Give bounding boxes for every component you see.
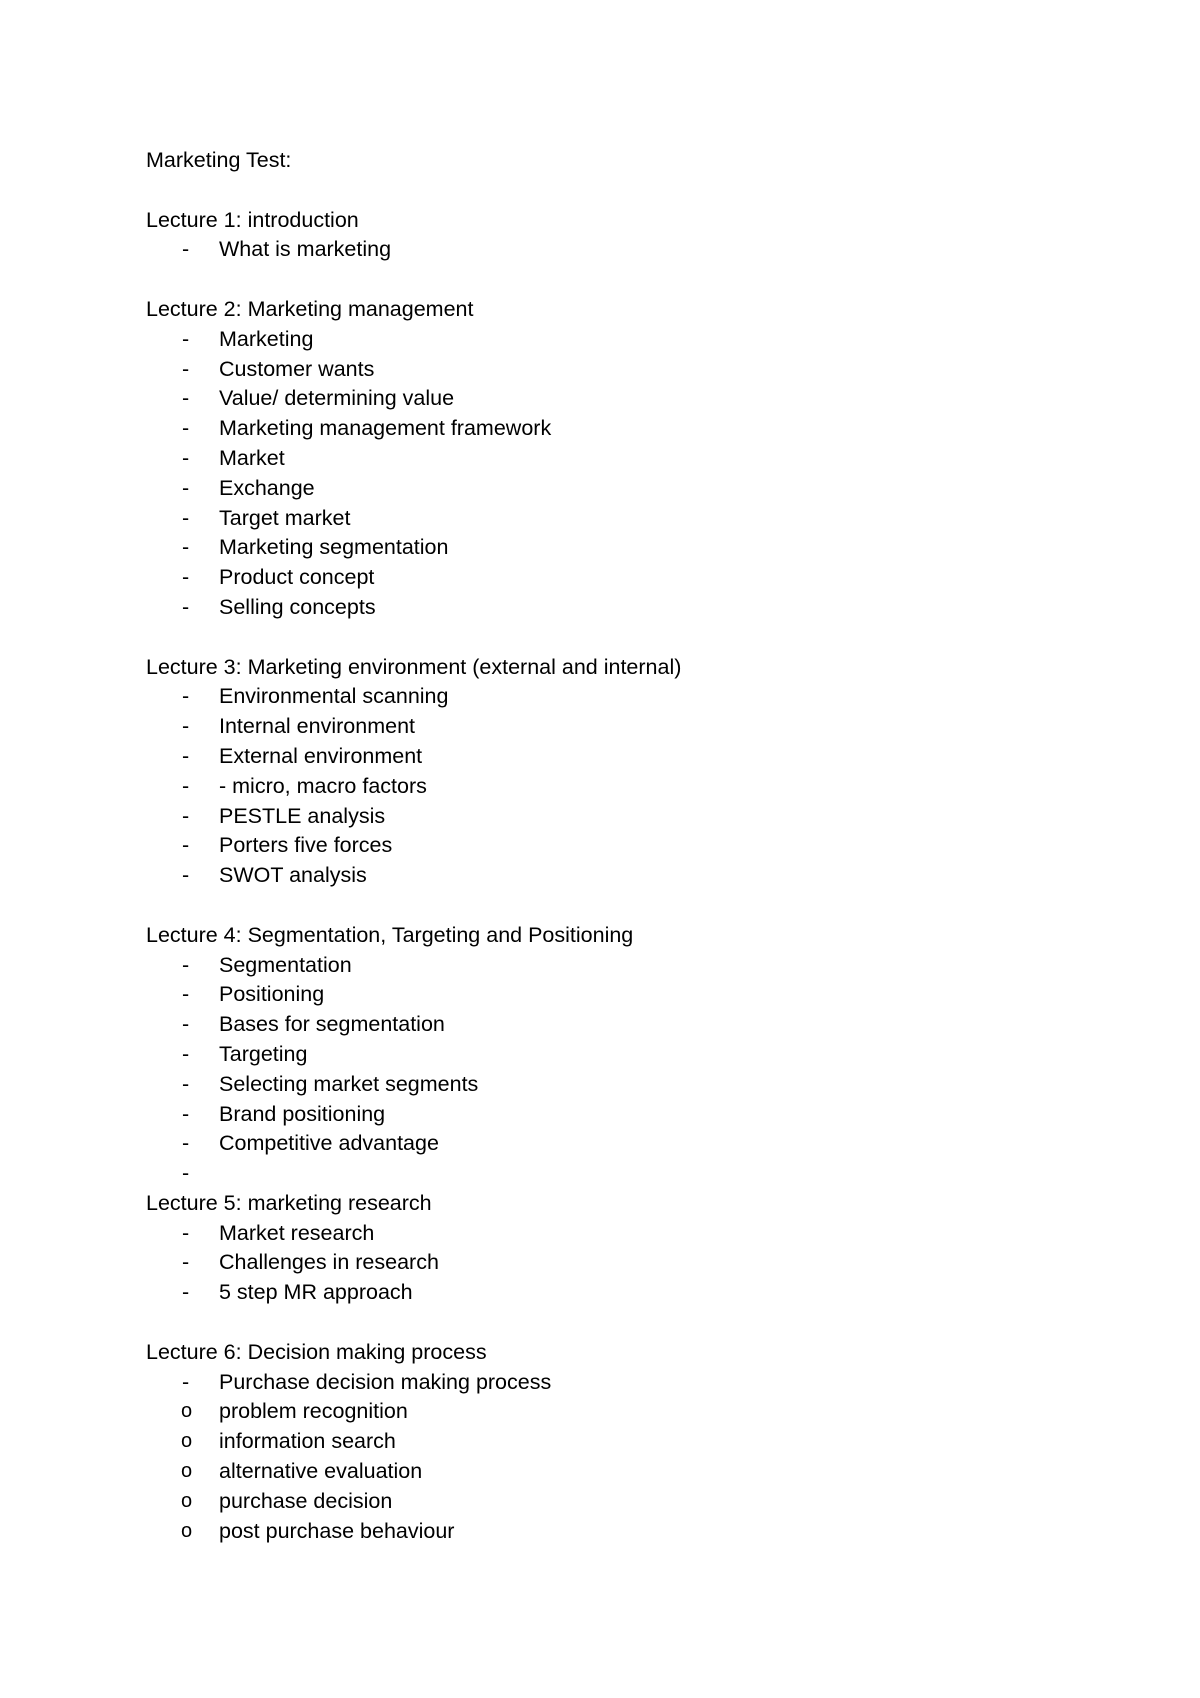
list-item-text: Value/ determining value <box>219 386 455 411</box>
dash-bullet: - <box>182 1280 190 1305</box>
list-item <box>146 772 1126 802</box>
list-item <box>146 1070 1126 1100</box>
list-item <box>146 831 1126 861</box>
list-item <box>146 802 1126 832</box>
dash-bullet: - <box>182 1369 190 1394</box>
list-item-text: Positioning <box>219 982 325 1007</box>
circle-bullet: o <box>181 1460 193 1483</box>
list-item <box>146 1427 1126 1457</box>
list-item-text: Environmental scanning <box>219 684 449 709</box>
spacer <box>146 1308 1126 1338</box>
circle-bullet: o <box>181 1430 193 1453</box>
list-item-text: Purchase decision making process <box>219 1369 552 1394</box>
list-item <box>146 1368 1126 1398</box>
list-item <box>146 1517 1126 1547</box>
list-item <box>146 980 1126 1010</box>
dash-bullet: - <box>182 475 190 500</box>
list-item-text: Market research <box>219 1220 375 1245</box>
dash-bullet: - <box>182 1161 190 1186</box>
list-item <box>146 742 1126 772</box>
list-item <box>146 563 1126 593</box>
list-item <box>146 1457 1126 1487</box>
dash-bullet: - <box>182 1220 190 1245</box>
list-item-text: Exchange <box>219 475 315 500</box>
list-item-text: Marketing management framework <box>219 416 552 441</box>
spacer <box>146 265 1126 295</box>
list-item-text: Market <box>219 445 285 470</box>
list-item-text: Target market <box>219 505 351 530</box>
dash-bullet: - <box>182 356 190 381</box>
dash-bullet: - <box>182 445 190 470</box>
circle-bullet: o <box>181 1489 193 1512</box>
list-item <box>146 474 1126 504</box>
list-item <box>146 1248 1126 1278</box>
list-item <box>146 1100 1126 1130</box>
dash-bullet: - <box>182 237 190 262</box>
spacer <box>146 176 1126 206</box>
lecture-heading: Lecture 4: Segmentation, Targeting and Positioning <box>146 922 634 947</box>
circle-bullet: o <box>181 1519 193 1542</box>
dash-bullet: - <box>182 565 190 590</box>
list-item-text: 5 step MR approach <box>219 1280 413 1305</box>
list-item <box>146 1159 1126 1189</box>
lecture-heading: Lecture 5: marketing research <box>146 1190 432 1215</box>
dash-bullet: - <box>182 684 190 709</box>
lecture-heading: Lecture 3: Marketing environment (external and internal) <box>146 654 682 679</box>
dash-bullet: - <box>182 326 190 351</box>
list-item-text: problem recognition <box>219 1399 408 1424</box>
list-item <box>146 1397 1126 1427</box>
list-item-text: Challenges in research <box>219 1250 439 1275</box>
list-item <box>146 682 1126 712</box>
list-item-text: Internal environment <box>219 714 415 739</box>
lecture-list <box>146 206 1126 1547</box>
list-item-text: Marketing <box>219 326 314 351</box>
list-item <box>146 1129 1126 1159</box>
list-item-text: Selling concepts <box>219 594 376 619</box>
list-item <box>146 1010 1126 1040</box>
list-item <box>146 235 1126 265</box>
dash-bullet: - <box>182 505 190 530</box>
list-item-text: Customer wants <box>219 356 375 381</box>
list-item <box>146 861 1126 891</box>
list-item-text: Marketing segmentation <box>219 535 449 560</box>
list-item <box>146 1040 1126 1070</box>
list-item-text: What is marketing <box>219 237 392 262</box>
dash-bullet: - <box>182 1071 190 1096</box>
list-item-text: Brand positioning <box>219 1101 386 1126</box>
dash-bullet: - <box>182 386 190 411</box>
list-item <box>146 1219 1126 1249</box>
circle-bullet: o <box>181 1400 193 1423</box>
list-item-text: Porters five forces <box>219 833 393 858</box>
lecture-heading: Lecture 1: introduction <box>146 207 359 232</box>
list-item-text: Bases for segmentation <box>219 1012 445 1037</box>
list-item-text: Competitive advantage <box>219 1131 439 1156</box>
dash-bullet: - <box>182 743 190 768</box>
dash-bullet: - <box>182 773 190 798</box>
list-item-text: - micro, macro factors <box>219 773 427 798</box>
list-item-text: Selecting market segments <box>219 1071 479 1096</box>
list-item-text: post purchase behaviour <box>219 1518 455 1543</box>
spacer <box>146 891 1126 921</box>
list-item <box>146 325 1126 355</box>
list-item-text: Targeting <box>219 1041 308 1066</box>
list-item-text: Product concept <box>219 565 375 590</box>
dash-bullet: - <box>182 1131 190 1156</box>
list-item-text: Segmentation <box>219 952 352 977</box>
dash-bullet: - <box>182 714 190 739</box>
dash-bullet: - <box>182 982 190 1007</box>
dash-bullet: - <box>182 1041 190 1066</box>
spacer <box>146 623 1126 653</box>
list-item <box>146 1278 1126 1308</box>
list-item <box>146 355 1126 385</box>
list-item <box>146 384 1126 414</box>
dash-bullet: - <box>182 833 190 858</box>
document-page <box>146 146 1126 1546</box>
list-item <box>146 414 1126 444</box>
list-item <box>146 504 1126 534</box>
document-title: Marketing Test: <box>146 148 292 172</box>
list-item <box>146 712 1126 742</box>
dash-bullet: - <box>182 535 190 560</box>
list-item-text: External environment <box>219 743 423 768</box>
dash-bullet: - <box>182 1012 190 1037</box>
list-item-text: purchase decision <box>219 1488 393 1513</box>
dash-bullet: - <box>182 952 190 977</box>
dash-bullet: - <box>182 1101 190 1126</box>
list-item-text: SWOT analysis <box>219 863 367 888</box>
list-item <box>146 1487 1126 1517</box>
dash-bullet: - <box>182 1250 190 1275</box>
list-item-text: PESTLE analysis <box>219 803 386 828</box>
list-item-text: alternative evaluation <box>219 1459 423 1484</box>
lecture-heading: Lecture 6: Decision making process <box>146 1339 487 1364</box>
dash-bullet: - <box>182 863 190 888</box>
list-item <box>146 951 1126 981</box>
dash-bullet: - <box>182 594 190 619</box>
dash-bullet: - <box>182 803 190 828</box>
list-item <box>146 444 1126 474</box>
list-item-text: information search <box>219 1429 396 1454</box>
dash-bullet: - <box>182 416 190 441</box>
lecture-heading: Lecture 2: Marketing management <box>146 296 474 321</box>
list-item <box>146 533 1126 563</box>
list-item <box>146 593 1126 623</box>
